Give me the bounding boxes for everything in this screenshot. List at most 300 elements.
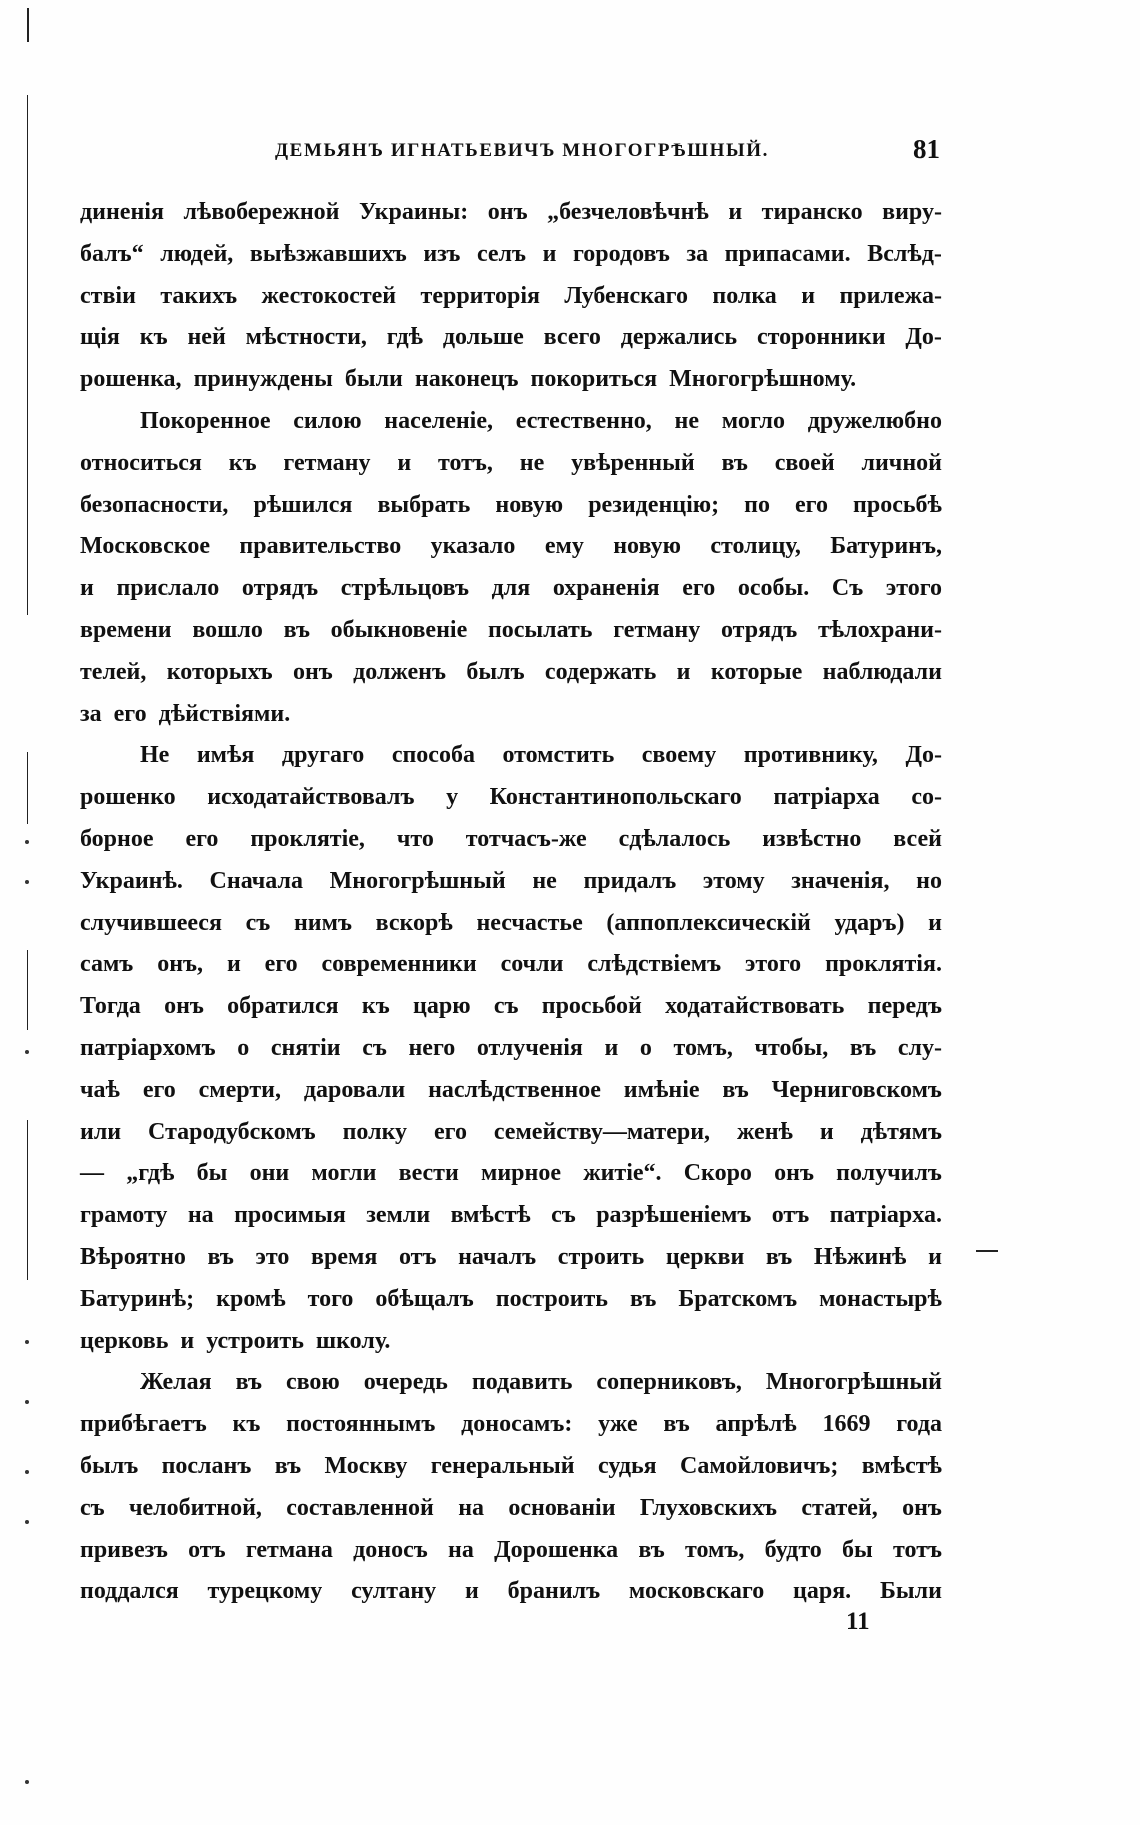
scan-margin-line [27, 8, 29, 42]
word: которые [710, 658, 803, 685]
word: долженъ [353, 658, 446, 685]
word: статей, [801, 1494, 878, 1521]
word: придалъ [583, 867, 677, 894]
word: постояннымъ [286, 1411, 436, 1438]
word: къ [139, 324, 168, 351]
word: того [307, 1285, 354, 1312]
word: этого [745, 951, 802, 978]
word: въ [721, 449, 748, 476]
word: и [542, 240, 557, 267]
word: Вслѣд- [867, 240, 942, 267]
word: мѣстности, [245, 324, 367, 351]
word: со- [911, 784, 942, 811]
word: но [916, 867, 942, 894]
word: были [344, 366, 403, 393]
word: въ [849, 1034, 877, 1061]
word: резиденцію; [588, 491, 720, 518]
word: свою [285, 1369, 340, 1396]
word: къ [361, 993, 390, 1020]
word: гетману [613, 616, 701, 643]
word: вмѣстѣ [861, 1452, 942, 1479]
word: посылать [487, 616, 593, 643]
text-line [80, 568, 942, 610]
scan-dot [25, 880, 29, 884]
word: новую [613, 533, 681, 560]
word: держались [620, 324, 738, 351]
word: покориться [530, 366, 658, 393]
word: Вѣроятно [80, 1243, 186, 1270]
word: и [465, 1578, 479, 1605]
word: Глуховскихъ [639, 1494, 778, 1521]
scan-margin-line [27, 950, 28, 1030]
word: и [180, 1327, 195, 1354]
word: ударъ) [834, 909, 905, 936]
word: отлученія [476, 1034, 583, 1061]
text-line [80, 944, 942, 986]
word: Тогда [80, 993, 141, 1020]
word: дольше [442, 324, 524, 351]
word: виру- [882, 199, 942, 225]
body-text [80, 192, 942, 1613]
text-line [80, 1530, 942, 1572]
word: былъ [80, 1452, 139, 1479]
word: за [80, 700, 102, 727]
word: школу. [315, 1327, 391, 1354]
word: даровали [303, 1076, 406, 1103]
word: отъ [188, 1536, 226, 1563]
word: бы [842, 1536, 873, 1563]
text-line [80, 1112, 942, 1154]
word: До- [905, 324, 942, 351]
word: территорія [420, 282, 540, 309]
word: посланъ [161, 1452, 252, 1479]
word: они [249, 1160, 290, 1187]
word: полка [712, 282, 777, 309]
word: съ [80, 1494, 105, 1521]
word: передъ [867, 993, 942, 1020]
word: онъ [774, 1160, 814, 1187]
word: у [446, 784, 459, 811]
word: Скоро [683, 1160, 752, 1187]
word: могло [721, 407, 785, 434]
word: и [928, 1243, 942, 1270]
word: царя. [793, 1578, 852, 1605]
word: просьбой [541, 993, 642, 1020]
word: отрядъ [720, 616, 798, 643]
scan-margin-line [27, 752, 28, 824]
word: „гдѣ [126, 1160, 175, 1187]
word: къ [232, 1411, 261, 1438]
word: прилежа- [839, 282, 942, 309]
word: телей, [80, 658, 147, 685]
word: время [311, 1243, 378, 1270]
word: Братскомъ [678, 1285, 798, 1312]
scan-dot [25, 1470, 29, 1474]
word: смерти, [198, 1076, 281, 1103]
word: сочли [500, 951, 564, 978]
word: всей [893, 825, 942, 852]
word: относиться [80, 449, 202, 476]
text-line [80, 861, 942, 903]
word: за [686, 240, 709, 267]
word: рѣшился [253, 491, 353, 518]
word: чаѣ [80, 1076, 120, 1103]
text-line [80, 694, 942, 736]
word: строить [557, 1243, 645, 1270]
word: ходатайствовать [665, 993, 845, 1020]
word: безопасности, [80, 491, 229, 518]
word: челобитной, [128, 1494, 262, 1521]
scan-dot [25, 1780, 29, 1784]
word: Лубенскаго [564, 282, 688, 309]
scan-dot [25, 1400, 29, 1404]
word: новую [495, 491, 564, 518]
word: отрядъ [241, 575, 319, 602]
text-line [80, 317, 942, 359]
text-line [80, 526, 942, 568]
scan-dot [25, 840, 29, 844]
text-line [80, 1488, 942, 1530]
word: вошло [192, 616, 263, 643]
scan-dash [976, 1250, 998, 1252]
word: личной [861, 449, 942, 476]
word: такихъ [160, 282, 238, 309]
word: московскаго [628, 1578, 765, 1605]
word: въ [765, 1243, 793, 1270]
word: населеніе, [384, 407, 493, 434]
word: жестокостей [261, 282, 397, 309]
word: Многогрѣшному. [669, 366, 857, 393]
text-line [80, 1237, 942, 1279]
word: патріархомъ [80, 1034, 216, 1061]
word: просимыя [234, 1202, 346, 1229]
word: получилъ [836, 1160, 942, 1187]
word: его [185, 825, 219, 852]
word: дѣйствіями. [158, 700, 291, 727]
text-line [80, 443, 942, 485]
word: Покоренное [140, 407, 271, 434]
word: проклятіе, [250, 825, 365, 852]
page-header [80, 134, 940, 174]
word: современники [321, 951, 477, 978]
word: Московское [80, 533, 210, 560]
word: его [433, 1118, 467, 1145]
word: проклятія. [825, 951, 942, 978]
text-line [80, 1028, 942, 1070]
word: случившееся [80, 909, 222, 936]
word: къ [228, 449, 257, 476]
word: царю [413, 993, 471, 1020]
word: о [639, 1034, 652, 1061]
running-title: ДЕМЬЯНЪ ИГНАТЬЕВИЧЪ МНОГОГРѢШНЫЙ. [275, 140, 770, 161]
word: и [226, 951, 241, 978]
word: исходатайствовалъ [207, 784, 415, 811]
word: онъ [487, 199, 528, 225]
word: онъ, [157, 951, 204, 978]
word: разрѣшеніемъ [596, 1202, 752, 1229]
word: рошенка, [80, 366, 182, 393]
word: 1669 [822, 1411, 871, 1438]
word: балъ“ [80, 240, 144, 267]
word: основаніи [508, 1494, 616, 1521]
word: Константинопольскаго [489, 784, 742, 811]
word: кромѣ [216, 1285, 286, 1312]
word: года [896, 1411, 942, 1438]
word: особы. [737, 575, 810, 602]
scan-margin-line [27, 1120, 28, 1280]
word: патріарха [773, 784, 880, 811]
word: томъ, [685, 1536, 745, 1563]
word: способа [391, 742, 475, 769]
word: которыхъ [166, 658, 273, 685]
scan-dot [25, 1340, 29, 1344]
word: генеральный [430, 1452, 575, 1479]
word: его [795, 491, 828, 518]
text-line [80, 192, 942, 234]
word: вести [398, 1160, 459, 1187]
word: дружелюбно [807, 407, 942, 434]
word: соперниковъ, [596, 1369, 742, 1396]
page-number: 81 [913, 134, 940, 164]
word: ствіи [80, 282, 136, 309]
word: съ [493, 993, 519, 1020]
word: это [255, 1243, 290, 1270]
scan-margin-line [27, 95, 28, 615]
word: (аппоплексическій [606, 909, 811, 936]
word: правительство [239, 533, 402, 560]
word: другаго [281, 742, 365, 769]
word: съ [551, 1202, 576, 1229]
text-line [80, 401, 942, 443]
word: ему [544, 533, 584, 560]
scan-dot [25, 1520, 29, 1524]
word: припасами. [724, 240, 851, 267]
word: вмѣстѣ [450, 1202, 531, 1229]
text-line [80, 485, 942, 527]
word: нимъ [293, 909, 352, 936]
text-line [80, 1321, 942, 1363]
word: его [264, 951, 298, 978]
word: охраненія [552, 575, 660, 602]
word: людей, [160, 240, 234, 267]
word: Многогрѣшный [765, 1369, 942, 1396]
word: церкви [665, 1243, 745, 1270]
word: подавить [471, 1369, 573, 1396]
word: всего [543, 324, 601, 351]
word: мирное [480, 1160, 561, 1187]
word: гдѣ [386, 324, 424, 351]
word: отомстить [502, 742, 615, 769]
word: этого [885, 575, 942, 602]
word: или [80, 1118, 122, 1145]
word: женѣ [736, 1118, 793, 1145]
word: очередь [363, 1369, 448, 1396]
word: этому [702, 867, 765, 894]
word: стрѣльцовъ [340, 575, 470, 602]
word: по [744, 491, 770, 518]
word: имѣя [196, 742, 255, 769]
word: щія [80, 324, 120, 351]
word: и [928, 909, 942, 936]
word: построить [495, 1285, 608, 1312]
word: былъ [466, 658, 525, 685]
text-line [80, 234, 942, 276]
word: гетмана [245, 1536, 333, 1563]
word: составленной [286, 1494, 434, 1521]
word: наконецъ [414, 366, 519, 393]
text-line [80, 903, 942, 945]
word: Украины: [359, 199, 469, 225]
word: наблюдали [822, 658, 942, 685]
word: доносамъ: [461, 1411, 573, 1438]
word: турецкому [207, 1578, 323, 1605]
word: естественно, [515, 407, 652, 434]
word: и [397, 449, 412, 476]
text-line [80, 1153, 942, 1195]
word: извѣстно [762, 825, 862, 852]
word: его [682, 575, 716, 602]
word: султану [351, 1578, 437, 1605]
word: тотъ [893, 1536, 942, 1563]
word: земли [366, 1202, 431, 1229]
word: онъ [902, 1494, 942, 1521]
word: тотчасъ-же [465, 825, 587, 852]
word: житіе“. [583, 1160, 662, 1187]
word: него [408, 1034, 456, 1061]
word: — [80, 1160, 104, 1187]
word: селъ [476, 240, 527, 267]
word: что [396, 825, 434, 852]
word: борное [80, 825, 154, 852]
word: Желая [140, 1369, 212, 1396]
word: Батуринъ, [830, 533, 942, 560]
word: Самойловичъ; [680, 1452, 839, 1479]
word: диненія [80, 199, 164, 225]
word: своему [641, 742, 717, 769]
word: отъ [398, 1243, 437, 1270]
word: сторонники [756, 324, 886, 351]
word: томъ, [673, 1034, 733, 1061]
text-line [80, 986, 942, 1028]
word: Черниговскомъ [771, 1076, 942, 1103]
word: на [187, 1202, 214, 1229]
word: изъ [423, 240, 461, 267]
word: доносъ [353, 1536, 428, 1563]
word: лѣвобережной [183, 199, 340, 225]
word: гетману [283, 449, 371, 476]
word: выбрать [377, 491, 471, 518]
word: о [237, 1034, 250, 1061]
word: Съ [831, 575, 864, 602]
word: устроить [206, 1327, 304, 1354]
word: тѣлохрани- [817, 616, 942, 643]
word: въ [663, 1411, 690, 1438]
word: обыкновеніе [330, 616, 468, 643]
word: слу- [897, 1034, 942, 1061]
word: началъ [458, 1243, 537, 1270]
word: на [458, 1494, 485, 1521]
word: обратился [227, 993, 339, 1020]
word: содержать [544, 658, 657, 685]
word: указало [430, 533, 516, 560]
text-line [80, 1070, 942, 1112]
text-line [80, 735, 942, 777]
word: церковь [80, 1327, 169, 1354]
word: Москву [324, 1452, 408, 1479]
word: въ [722, 1076, 749, 1103]
word: и [676, 658, 691, 685]
word: Стародубскомъ [148, 1118, 316, 1145]
word: Украинѣ. [80, 867, 183, 894]
word: Дорошенка [494, 1536, 619, 1563]
word: полку [342, 1118, 408, 1145]
text-line [80, 1571, 942, 1613]
word: рошенко [80, 784, 176, 811]
text-line [80, 1446, 942, 1488]
word: на [447, 1536, 474, 1563]
text-line [80, 276, 942, 318]
word: не [532, 867, 557, 894]
word: поддался [80, 1578, 179, 1605]
word: „безчеловѣчнѣ [547, 199, 709, 225]
word: дѣтямъ [860, 1118, 942, 1145]
word: не [674, 407, 700, 434]
word: прислало [116, 575, 220, 602]
text-line [80, 1404, 942, 1446]
word: увѣренный [571, 449, 695, 476]
word: бы [196, 1160, 228, 1187]
word: семейству—матери, [493, 1118, 711, 1145]
text-line [80, 1362, 942, 1404]
word: вскорѣ [375, 909, 453, 936]
word: Батуринѣ; [80, 1285, 195, 1312]
text-line [80, 1279, 942, 1321]
text-line [80, 610, 942, 652]
text-line [80, 777, 942, 819]
word: тотъ, [437, 449, 493, 476]
word: не [519, 449, 545, 476]
word: патріарха. [829, 1202, 942, 1229]
word: и [801, 282, 816, 309]
word: и [604, 1034, 619, 1061]
word: Сначала [209, 867, 303, 894]
word: противнику, [743, 742, 878, 769]
word: будто [764, 1536, 822, 1563]
word: въ [638, 1536, 665, 1563]
word: онъ [292, 658, 333, 685]
word: принуждены [193, 366, 333, 393]
word: слѣдствіемъ [587, 951, 722, 978]
scan-dot [25, 1050, 29, 1054]
word: Не [140, 742, 170, 769]
word: грамоту [80, 1202, 168, 1229]
word: имѣніе [623, 1076, 700, 1103]
word: Многогрѣшный [329, 867, 506, 894]
word: съ [362, 1034, 387, 1061]
word: наслѣдственное [428, 1076, 601, 1103]
word: отъ [771, 1202, 810, 1229]
word: въ [207, 1243, 234, 1270]
word: его [113, 700, 147, 727]
word: самъ [80, 951, 134, 978]
word: силою [293, 407, 362, 434]
word: До- [905, 742, 942, 769]
word: въ [274, 1452, 302, 1479]
word: городовъ [573, 240, 670, 267]
word: въ [630, 1285, 657, 1312]
word: бранилъ [507, 1578, 601, 1605]
word: апрѣлѣ [715, 1411, 797, 1438]
